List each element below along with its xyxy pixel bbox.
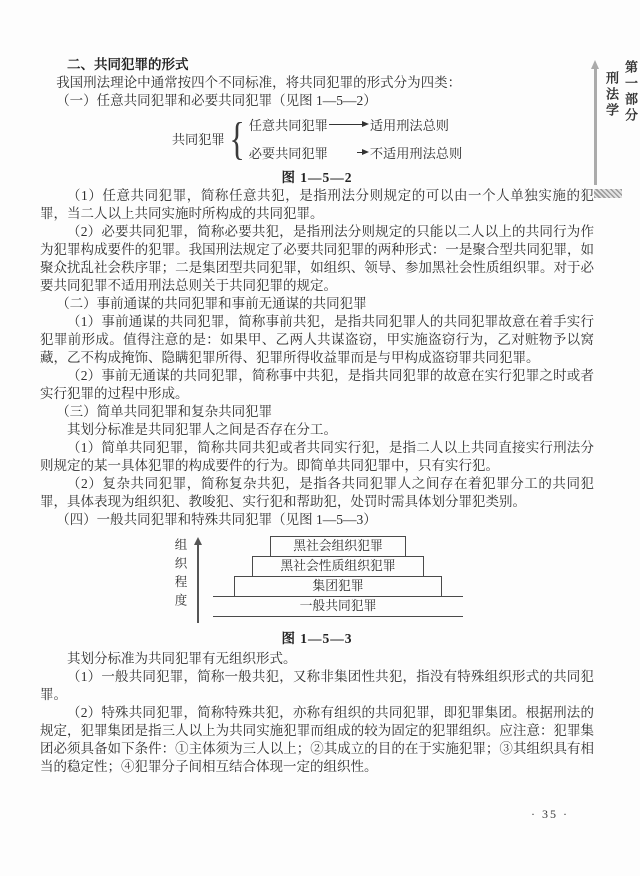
- paragraph: （1）事前通谋的共同犯罪，简称事前共犯，是指共同犯罪人的共同犯罪故意在着手实行犯罪前形成。值得注意的是：如果甲、乙两人共谋盗窃，甲实施盗窃行为，乙对赃物予以窝藏，乙不构成掩饰、隐瞒犯罪所得、犯罪所得收益罪而是与甲构成盗窃罪共同犯罪。: [40, 314, 594, 365]
- fig2-branch-result: 适用刑法总则: [369, 118, 449, 133]
- margin-tab-row: [594, 60, 640, 186]
- pyramid-tier: 集团犯罪: [234, 576, 442, 597]
- margin-tab-text: [602, 60, 640, 186]
- page-number: · 35 ·: [531, 807, 569, 821]
- fig2-root-label: 共同犯罪: [171, 132, 225, 147]
- fig2-branch-label: 任意共同犯罪: [248, 118, 328, 133]
- fig3-axis-label: 组织程度: [173, 538, 187, 612]
- figure-1-5-3: [171, 536, 463, 647]
- up-arrow-icon: [594, 69, 597, 185]
- fig2-branch-label: 必要共同犯罪: [248, 146, 328, 161]
- right-arrow-icon: [329, 119, 369, 130]
- section-heading: 二、共同犯罪的形式: [67, 57, 189, 72]
- fig2-branch-row: [249, 143, 462, 162]
- subsection-1-title: （一）任意共同犯罪和必要共同犯罪（见图 1—5—2）: [56, 93, 377, 108]
- subsection-3-title: （三）简单共同犯罪和复杂共同犯罪: [56, 404, 273, 419]
- pyramid-tier: 黑社会组织犯罪: [270, 536, 406, 557]
- figure-1-5-3-caption: 图 1—5—3: [281, 631, 353, 646]
- subsection-4-title: （四）一般共同犯罪和特殊共同犯罪（见图 1—5—3）: [56, 512, 377, 527]
- figure-1-5-2-caption: 图 1—5—2: [281, 170, 353, 185]
- page-content: [40, 56, 594, 776]
- figure-1-5-2-diagram: [171, 112, 463, 164]
- fig2-branches: [249, 115, 462, 162]
- paragraph: （1）简单共同犯罪，简称共同共犯或者共同实行犯，是指二人以上共同直接实行刑法分则规定的某一具体犯罪的构成要件的行为。即简单共同犯罪中，只有实行犯。: [40, 440, 594, 473]
- brace-glyph: {: [228, 112, 245, 164]
- subsection-2-title: （二）事前通谋的共同犯罪和事前无通谋的共同犯罪: [56, 296, 367, 311]
- fig3-pyramid: [213, 536, 463, 617]
- figure-1-5-2: [171, 112, 463, 186]
- paragraph: （1）一般共同犯罪，简称一般共犯，又称非集团性共犯，指没有特殊组织形式的共同犯罪。: [40, 669, 594, 702]
- pyramid-tier: 黑社会性质组织犯罪: [252, 556, 424, 577]
- pyramid-tier: 一般共同犯罪: [213, 596, 463, 617]
- right-arrow-icon: [329, 147, 369, 158]
- margin-tab: [594, 60, 638, 198]
- fig2-branch-row: [249, 115, 462, 134]
- figure-1-5-3-diagram: [171, 536, 463, 623]
- paragraph: 其划分标准是共同犯罪人之间是否存在分工。: [67, 422, 337, 437]
- fig2-branch-result: 不适用刑法总则: [369, 146, 463, 161]
- up-arrow-icon: [197, 545, 199, 623]
- hatch-mark: [594, 189, 622, 198]
- paragraph: （1）任意共同犯罪，简称任意共犯，是指刑法分则规定的可以由一个人单独实施的犯罪，当二人以上共同实施时所构成的共同犯罪。: [40, 188, 594, 221]
- intro-paragraph: 我国刑法理论中通常按四个不同标准，将共同犯罪的形式分为四类：: [56, 75, 462, 90]
- subject-label: 刑法学: [604, 71, 619, 119]
- paragraph: （2）复杂共同犯罪，简称复杂共犯，是指各共同犯罪人之间存在着犯罪分工的共同犯罪，具体表现为组织犯、教唆犯、实行犯和帮助犯，处罚时需具体划分罪犯类别。: [40, 476, 594, 509]
- paragraph: 其划分标准为共同犯罪有无组织形式。: [67, 651, 297, 666]
- paragraph: （2）必要共同犯罪，简称必要共犯，是指刑法分则规定的只能以二人以上的共同行为作为犯罪构成要件的犯罪。我国刑法规定了必要共同犯罪的两种形式：一是聚合型共同犯罪，如聚众扰乱社会秩序罪；二是集团型共同犯罪，如组织、领导、参加黑社会性质组织罪。对于必要共同犯罪不适用刑法总则关于共同犯罪的规定。: [40, 224, 594, 293]
- paragraph: （2）特殊共同犯罪，简称特殊共犯，亦称有组织的共同犯罪，即犯罪集团。根据刑法的规定，犯罪集团是指三人以上为共同实施犯罪而组成的较为固定的犯罪组织。应注意：犯罪集团必须具备如下条件：①主体须为三人以上；②其成立的目的在于实施犯罪；③其组织具有相当的稳定性；④犯罪分子间相互结合体现一定的组织性。: [40, 705, 594, 774]
- part-label: 第一部分: [623, 60, 638, 124]
- paragraph: （2）事前无通谋的共同犯罪，简称事中共犯，是指共同犯罪的故意在实行犯罪之时或者实行犯罪的过程中形成。: [40, 368, 594, 401]
